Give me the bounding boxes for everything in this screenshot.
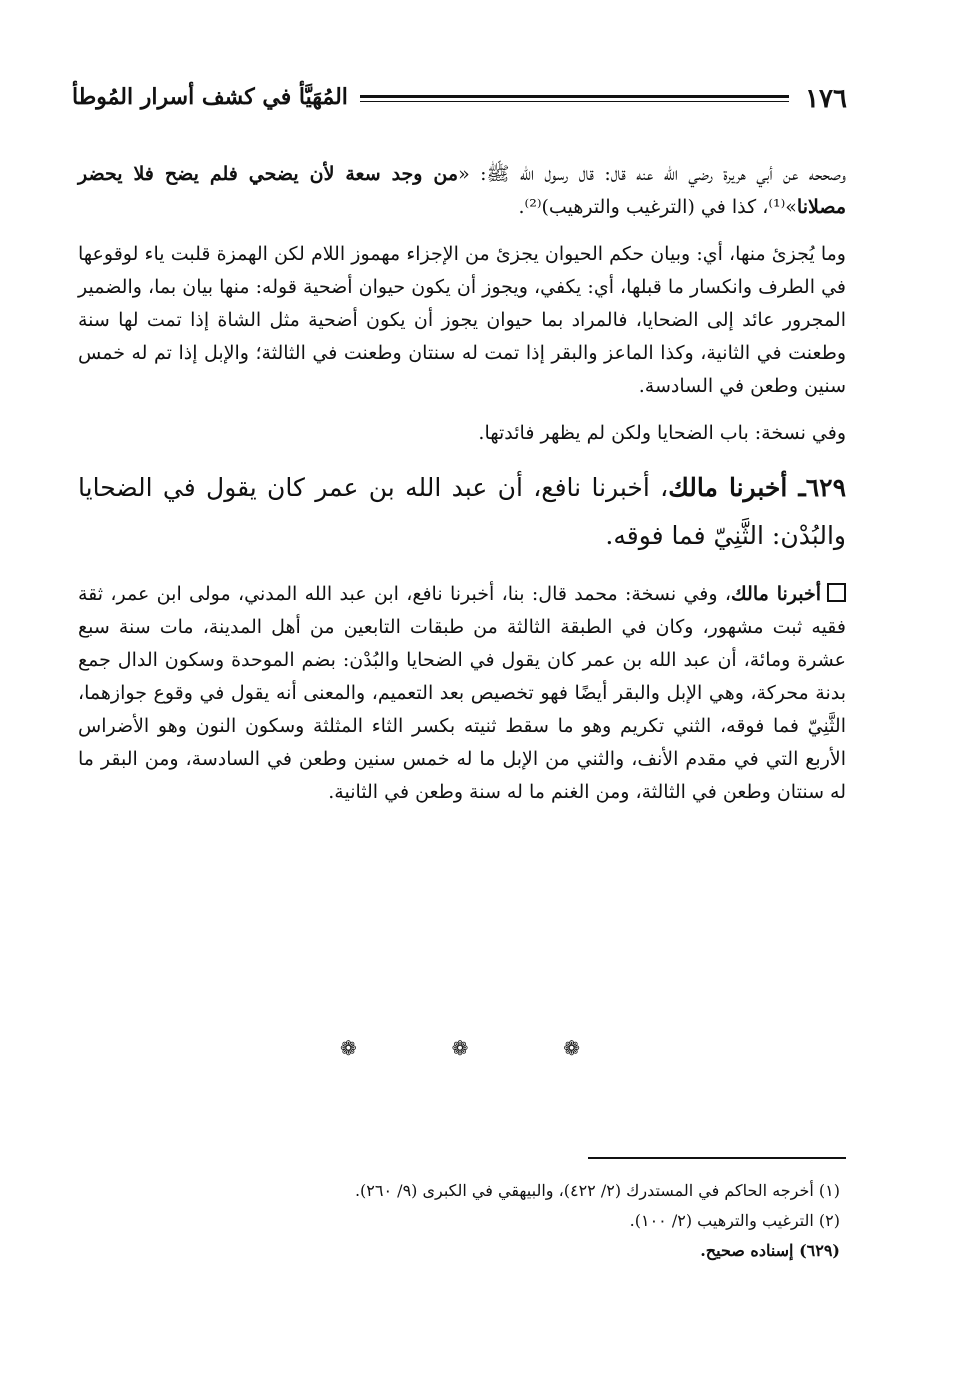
star-ornament-icon: ❁ bbox=[340, 1036, 357, 1060]
running-title: المُهَيَّأ في كشف أسرار المُوطأ bbox=[72, 84, 348, 110]
star-ornament-icon: ❁ bbox=[451, 1036, 469, 1060]
hadith-lead: ٦٢٩ـ أخبرنا مالك bbox=[668, 473, 847, 502]
footnote-2: (٢) الترغيب والترهيب (٢/ ١٠٠). bbox=[629, 1211, 840, 1230]
square-marker-icon bbox=[827, 583, 846, 602]
star-ornament-icon: ❁ bbox=[563, 1036, 580, 1060]
section-separator bbox=[340, 1036, 580, 1060]
commentary-text: ، وفي نسخة: محمد قال: بنا، أخبرنا نافع، ابن عبد الله المدني، مولى ابن عمر، ثقة فقيه ثبت مشهور، وكان في الطبقة الثالثة من طبقات التابعين من أهل المدينة، مات سنة سبع عشرة ومائة، أن عبد الله بن عمر كان يقول في الضحايا والبُدْن: بضم الموحدة وسكون الدال جمع بدنة محركة، وهي الإبل والبقر أيضًا فهو تخصيص بعد التعميم، والمعنى أنه يقول في وقوع جوازهما، الثَّنِيّ فما فوقه، الثني تكريم وهو ما سقط ثنيته بكسر الثاء المثلثة وسكون النون وهو الأضراس الأربع التي في مقدم الأنف، والثني من الإبل ما له خمس سنين وطعن في السادسة، ومن البقر ما له سنتان وطعن في الثالثة، ومن الغنم ما له سنة وطعن في الثانية. bbox=[78, 583, 846, 803]
page-number: ١٧٦ bbox=[805, 84, 847, 114]
main-text bbox=[78, 158, 846, 809]
paragraph-explanation: وما يُجزئ منها، أي: وبيان حكم الحيوان يجزئ من الإجزاء مهموز اللام لكن الهمزة قلبت ياء لوقوعها في الطرف وانكسار ما قبلها، أي: يكفي، ويجوز أن يكون حيوان أضحية قوله: منها بيان بما، والضمير المجرور عائد إلى الضحايا، فالمراد بما حيوان يجوز أن يكون أضحية مثل الشاة إذا تمت لها سنة وطعنت في الثانية، وكذا الماعز والبقر إذا تمت له سنتان وطعنت في الثالثة؛ والإبل إذا تم له خمس سنين وطعن في السادسة. bbox=[78, 243, 846, 397]
paragraph-hadith-citation bbox=[78, 158, 846, 224]
hadith-629 bbox=[78, 464, 846, 560]
para1-outro: »⁽¹⁾، كذا في (الترغيب والترهيب)⁽²⁾. bbox=[518, 196, 797, 218]
footnote-rule bbox=[588, 1157, 846, 1159]
footnote-1: (١) أخرجه الحاكم في المستدرك (٢/ ٤٢٢)، والبيهقي في الكبرى (٩/ ٢٦٠). bbox=[354, 1181, 840, 1200]
page-header bbox=[72, 80, 847, 120]
footnotes bbox=[160, 1176, 840, 1266]
header-rule bbox=[360, 95, 789, 102]
para1-quote: من وجد سعة لأن يضحي فلم يضح فلا يحضر مصلانا bbox=[78, 163, 846, 218]
paragraph-manuscript-note: وفي نسخة: باب الضحايا ولكن لم يظهر فائدتها. bbox=[478, 422, 846, 444]
commentary-lead: أخبرنا مالك bbox=[731, 583, 822, 605]
hadith-text: ، أخبرنا نافع، أن عبد الله بن عمر كان يقول في الضحايا والبُدْن: الثَّنِيّ فما فوقه. bbox=[78, 473, 846, 550]
commentary bbox=[78, 578, 846, 809]
para1-intro: وصححه عن أبي هريرة رضي الله عنه قال: قال رسول الله ﷺ: « bbox=[458, 163, 846, 185]
footnote-629: (٦٢٩) إسناده صحيح. bbox=[700, 1241, 840, 1260]
